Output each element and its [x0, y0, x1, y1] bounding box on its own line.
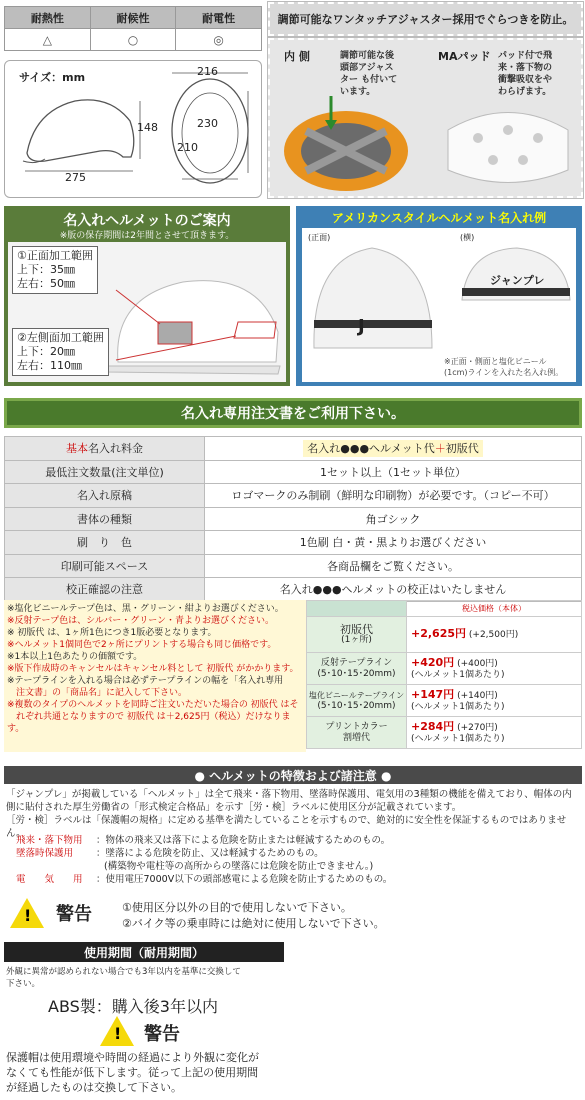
pad-title: MAパッド	[438, 50, 491, 63]
table-row: 印刷可能スペース 各商品欄をご覧ください。	[5, 554, 582, 578]
table-row: 反射テープライン (5･10･15･20mm) +420円 (+400円) (ヘルメット1個あたり)	[307, 653, 582, 685]
period-warning-title: 警告	[144, 1024, 180, 1045]
value-weather: ○	[90, 29, 176, 51]
period-warning-icon: !	[100, 1016, 134, 1046]
period-header: 使用期間（耐用期間）	[4, 942, 284, 962]
guide-sub: ※版の保存期間は2年間とさせて頂きます。	[59, 231, 235, 241]
ma-pad-photo-icon	[438, 100, 578, 195]
note-line: ※複数のタイプのヘルメットを同時ご注文いただいた場合の 初版代 はそ	[7, 700, 299, 710]
dim-230: 230	[197, 117, 218, 130]
period-desc: 外観に異常が認められない場合でも3年以内を基準に交換して 下さい。	[6, 967, 241, 989]
adjuster-banner: 調節可能なワンタッチアジャスター採用でぐらつきを防止。	[268, 2, 583, 36]
side-range-box: ②左側面加工範囲 上下：20㎜ 左右：110㎜	[12, 328, 109, 376]
front-tag: (正面)	[308, 233, 331, 242]
features-header: ● ヘルメットの特徴および諸注意 ●	[4, 766, 582, 784]
header-heat: 耐熱性	[5, 7, 91, 29]
name-print-guide	[4, 206, 290, 386]
table-row: 名入れ原稿 ロゴマークのみ制刷（鮮明な印刷物）が必要です。（コピー不可）	[5, 484, 582, 508]
resistance-table	[4, 6, 262, 51]
size-diagram	[4, 60, 262, 198]
american-style-example	[296, 206, 582, 386]
note-line: ※版下作成時のキャンセルはキャンセル料として 初版代 がかかります。	[7, 664, 299, 674]
features-intro: 「ジャンプレ」が掲載している「ヘルメット」は全て飛来・落下物用、墜落時保護用、電気用の3種類の機能を備えており、帽体の内 側に貼付された厚生労働省の「形式検定合格品」を示す［労・検］ラベルに使用区分が記載されています。 ［労・検］ラベルは「保護帽の規格」に定める基準を満たしていることを示すもので、絶対的に安全性を保証するものではありません。	[6, 789, 572, 839]
warning-title: 警告	[56, 904, 92, 925]
note-line: れぞれ共通となりますので 初版代 は＋2,625円（税込）だけなります。	[7, 712, 291, 734]
american-title: アメリカンスタイルヘルメット名入れ例	[331, 211, 547, 225]
list-item: 飛来・落下物用 ：物体の飛来又は落下による危険を防止または軽減するためのもの。	[16, 835, 391, 846]
inner-title: 内 側	[284, 50, 310, 63]
price-table	[306, 600, 582, 749]
table-row: プリントカラー 割増代 +284円 (+270円) (ヘルメット1個あたり)	[307, 717, 582, 749]
note-line: ※反射テープ色は、シルバー・グリーン・青よりお選びください。	[7, 616, 275, 626]
dim-148: 148	[137, 121, 158, 134]
period-paragraph: 保護帽は使用環境や時間の経過により外観に変化が なくても性能が低下します。従って上記の使用期間 が経過したものは交換して下さい。	[6, 1051, 259, 1094]
note-line: ※ 初版代 は、1ヶ所1色につき1版必要となります。	[7, 628, 217, 638]
order-table	[4, 436, 582, 602]
list-item: 電 気 用 ：使用電圧7000V以下の頭部感電による危険を防止するためのもの。	[16, 874, 393, 885]
uses-list	[16, 834, 576, 886]
value-electric: ◎	[176, 29, 262, 51]
table-row: 基本名入れ料金 名入れ●●●ヘルメット代＋初版代	[5, 437, 582, 461]
order-form-header: 名入れ専用注文書をご利用下さい。	[4, 398, 582, 428]
table-row: 刷 り 色 1色刷 白・黄・黒よりお選びください	[5, 531, 582, 555]
inner-desc: 調節可能な後 頭部アジャス ター も付いて います。	[340, 51, 398, 97]
table-row: 初版代 (1ヶ所) +2,625円 (+2,500円)	[307, 617, 582, 653]
notes-box	[4, 600, 306, 752]
table-row: 書体の種類 角ゴシック	[5, 507, 582, 531]
front-range-box: ①正面加工範囲 上下：35㎜ 左右：50㎜	[12, 246, 98, 294]
abs-period: ABS製：購入後3年以内	[48, 997, 218, 1016]
dim-275: 275	[65, 171, 86, 184]
list-item: (構築物や電柱等の高所からの墜落には危険を防止できません。)	[104, 861, 374, 872]
note-line: ※1本以上1色あたりの価額です。	[7, 652, 143, 662]
side-tag: (横)	[460, 233, 475, 242]
dim-216: 216	[197, 65, 218, 78]
side-text: ジャンプレ	[490, 274, 545, 287]
dim-210: 210	[177, 141, 198, 154]
front-letter: J	[358, 316, 365, 337]
table-row: 最低注文数量(注文単位) 1セット以上（1セット単位）	[5, 460, 582, 484]
guide-title: 名入れヘルメットのご案内	[63, 213, 231, 229]
size-title: サイズ：mm	[19, 71, 86, 84]
table-row: 塩化ビニールテープライン (5･10･15･20mm) +147円 (+140円) (ヘルメット1個あたり)	[307, 685, 582, 717]
price-header: 税込価格（本体）	[407, 601, 582, 617]
helmet-outline-icon	[5, 61, 263, 199]
adjuster-panel	[268, 38, 583, 198]
header-weather: 耐候性	[90, 7, 176, 29]
note-line: 注文書」の「商品名」に記入して下さい。	[7, 688, 188, 698]
list-item: 墜落時保護用 ：墜落による危険を防止、又は軽減するためのもの。	[16, 848, 324, 859]
warning-text: ①使用区分以外の目的で使用しないで下さい。 ②バイク等の乗車時には絶対に使用しないで下さい。	[122, 901, 385, 930]
header-electric: 耐電性	[176, 7, 262, 29]
note-line: ※テープラインを入れる場合は必ずテープラインの幅を「名入れ専用	[7, 676, 284, 686]
warning-icon: !	[10, 898, 44, 928]
value-heat: △	[5, 29, 91, 51]
pad-desc: パッド付で飛 来・落下物の 衝撃吸収をや わらげます。	[498, 51, 553, 97]
inner-adjuster-photo-icon	[276, 96, 426, 196]
note-line: ※ヘルメット1個同色で2ヶ所にプリントする場合も同じ価格です。	[7, 640, 277, 650]
american-caption: ※正面・側面と塩化ビニール (1cm)ラインを入れた名入れ例。	[444, 357, 564, 377]
note-line: ※塩化ビニールテープ色は、黒・グリーン・紺よりお選びください。	[7, 604, 284, 614]
table-row: 校正確認の注意 名入れ●●●ヘルメットの校正はいたしません	[5, 578, 582, 602]
